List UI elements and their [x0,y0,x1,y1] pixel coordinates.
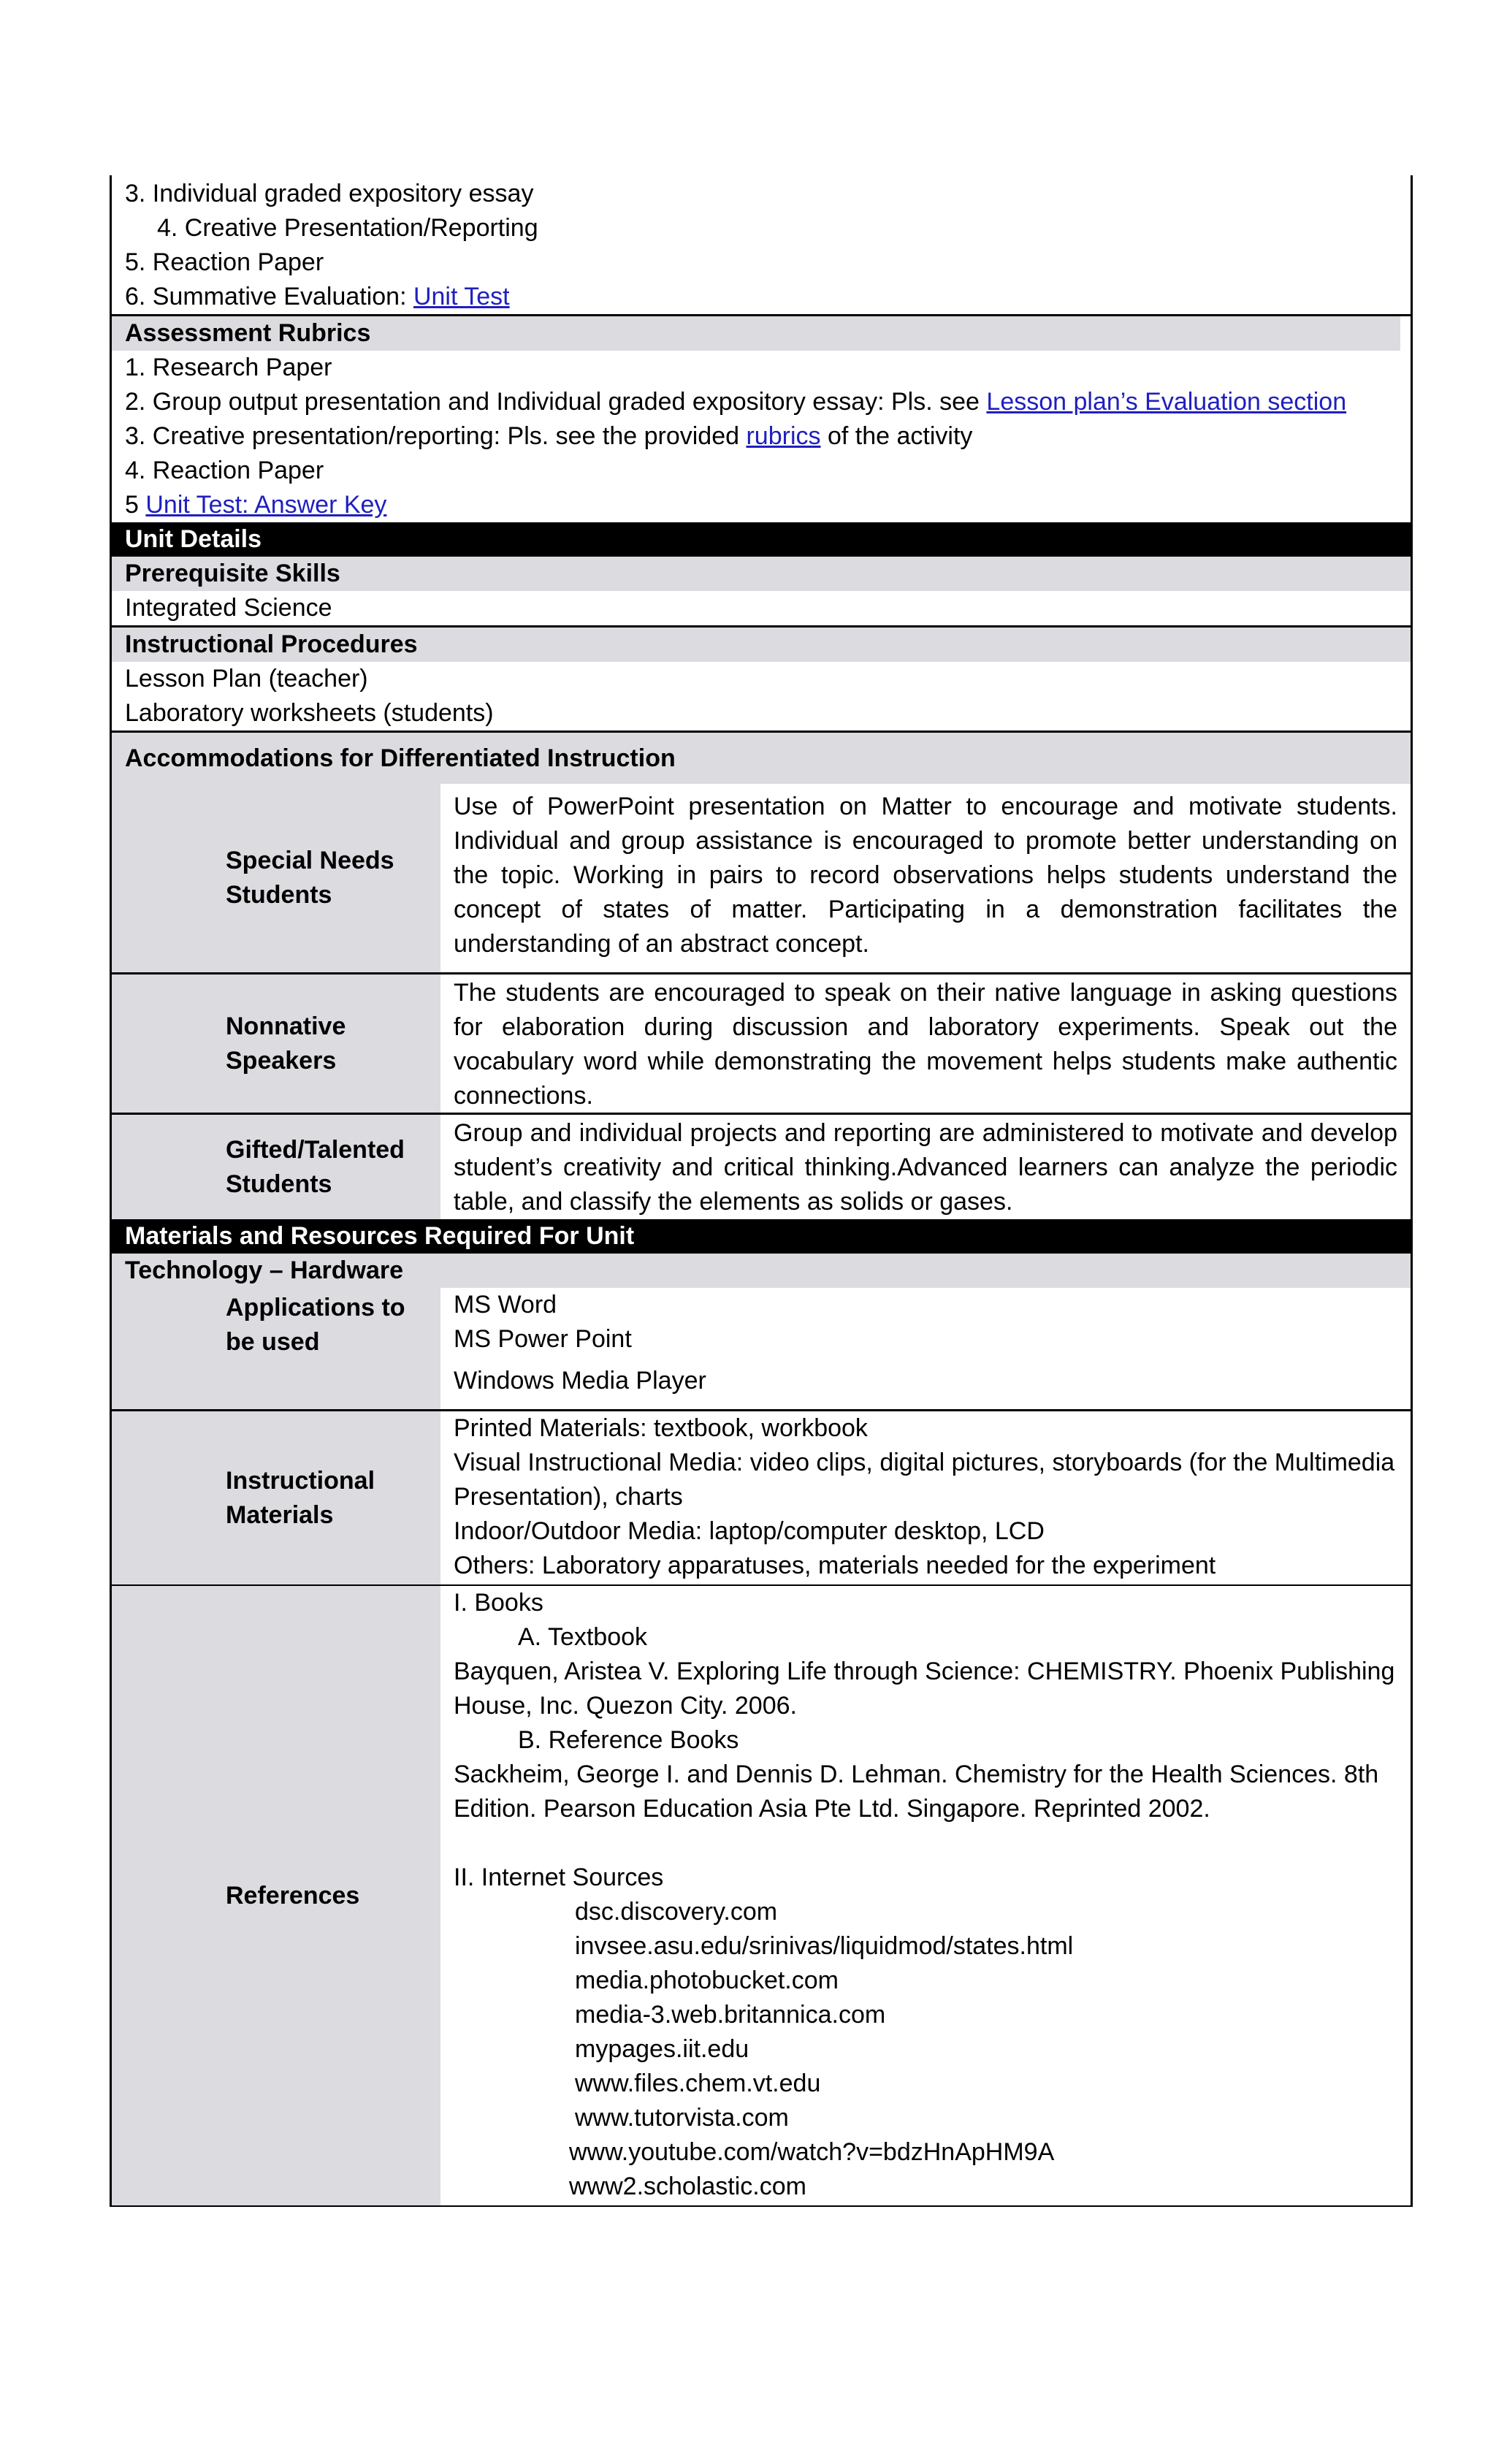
references-label: References [112,1586,440,2205]
procedure-item-1: Lesson Plan (teacher) [125,665,368,693]
prerequisite-skills-value: Integrated Science [125,594,332,622]
instructional-materials-row [110,1409,1413,1584]
applications-list [440,1288,1411,1409]
rubric-item-2-text: 2. Group output presentation and Individual graded expository essay: Pls. see [125,388,987,416]
rubrics-link[interactable]: rubrics [746,422,821,450]
instructional-material-item: Printed Materials: textbook, workbook [454,1414,868,1442]
gifted-talented-label: Gifted/Talented Students [112,1115,440,1219]
answer-key-link[interactable]: Unit Test: Answer Key [145,491,387,519]
gifted-talented-row [110,1113,1413,1219]
applications-label: Applications to be used [112,1288,440,1409]
instructional-material-item: Others: Laboratory apparatuses, materials needed for the experiment [454,1552,1216,1579]
nonnative-speakers-text: The students are encouraged to speak on their native language in asking questions for elaboration during discussion and laboratory experiments. Speak out the vocabulary word while demonstrating the movement helps students make authentic connections. [454,979,1397,1110]
accommodations-section [110,731,1413,784]
instructional-material-item: Visual Instructional Media: video clips, digital pictures, storyboards (for the Multimedia Presentation), charts [454,1449,1395,1511]
rubric-item-5 [112,488,1411,522]
references-books-heading: I. Books [454,1589,543,1617]
special-needs-label: Special Needs Students [112,784,440,972]
instructional-procedures-section [110,625,1413,731]
rubric-item-2 [112,385,1411,419]
summative-label: 6. Summative Evaluation: [125,283,413,310]
rubric-item-1: 1. Research Paper [125,354,332,381]
document-page [110,175,1413,2207]
reference-site: dsc.discovery.com [575,1898,778,1926]
reference-site: www.files.chem.vt.edu [575,2070,821,2097]
lesson-plan-evaluation-link[interactable]: Lesson plan’s Evaluation section [986,388,1347,416]
special-needs-row [110,784,1413,972]
instructional-materials-label: Instructional Materials [112,1411,440,1584]
references-internet-heading: II. Internet Sources [454,1864,664,1891]
prerequisite-skills-header: Prerequisite Skills [112,557,1411,591]
rubric-item-4: 4. Reaction Paper [125,457,324,484]
application-item: Windows Media Player [454,1367,706,1395]
references-row [110,1584,1413,2207]
assessment-item-5: 5. Reaction Paper [125,248,324,276]
rubric-item-3-suffix: of the activity [820,422,973,450]
references-textbook-heading: A. Textbook [518,1623,648,1651]
applications-row [110,1288,1413,1409]
assessment-item-6 [112,280,1411,314]
references-spacer [454,1826,1397,1861]
special-needs-text: Use of PowerPoint presentation on Matter to encourage and motivate students. Individual and group assistance is encouraged to promote better understanding on the topic. Working in pairs to record observations helps students understand the concept of states of matter. Participating in a demonstration facilitates the understanding of an abstract concept. [454,793,1397,958]
instructional-material-item: Indoor/Outdoor Media: laptop/computer desktop, LCD [454,1517,1045,1545]
rubric-item-5-text: 5 [125,491,146,519]
rubric-item-3 [112,419,1411,454]
assessment-rubrics-section [110,314,1413,522]
unit-test-link[interactable]: Unit Test [413,283,510,310]
assessment-rubrics-header: Assessment Rubrics [112,316,1400,351]
application-item: MS Word [454,1291,557,1319]
rubric-item-3-text: 3. Creative presentation/reporting: Pls. see the provided [125,422,747,450]
references-refbooks-heading: B. Reference Books [518,1726,739,1754]
technology-hardware-header: Technology – Hardware [112,1254,1411,1288]
assessment-item-3: 3. Individual graded expository essay [125,180,534,207]
instructional-procedures-header: Instructional Procedures [112,628,1411,662]
reference-site: invsee.asu.edu/srinivas/liquidmod/states.html [575,1932,1074,1960]
unit-details-header: Unit Details [112,522,1411,557]
nonnative-speakers-label: Nonnative Speakers [112,974,440,1113]
application-item: MS Power Point [454,1325,632,1353]
reference-site: media.photobucket.com [575,1967,839,1994]
instructional-materials-list [440,1411,1411,1584]
nonnative-speakers-row [110,972,1413,1113]
references-list [440,1586,1411,2205]
procedure-item-2: Laboratory worksheets (students) [125,699,494,727]
unit-details-section [110,522,1413,625]
reference-site: www2.scholastic.com [569,2173,806,2200]
gifted-talented-text: Group and individual projects and reporting are administered to motivate and develop student’s creativity and critical thinking.Advanced learners can analyze the periodic table, and classify the elements as solids or gases. [454,1119,1397,1216]
reference-site: www.youtube.com/watch?v=bdzHnApHM9A [569,2138,1055,2166]
materials-header: Materials and Resources Required For Unit [112,1219,1411,1254]
assessment-item-4: 4. Creative Presentation/Reporting [157,214,538,242]
references-refbooks-entry: Sackheim, George I. and Dennis D. Lehman. Chemistry for the Health Sciences. 8th Edition. Pearson Education Asia Pte Ltd. Singapore. Reprinted 2002. [454,1761,1379,1823]
assessment-list [110,175,1413,314]
reference-site: media-3.web.britannica.com [575,2001,886,2029]
accommodations-header: Accommodations for Differentiated Instruction [112,733,1411,784]
materials-section [110,1219,1413,1288]
reference-site: www.tutorvista.com [575,2104,789,2132]
references-textbook-entry: Bayquen, Aristea V. Exploring Life through Science: CHEMISTRY. Phoenix Publishing House, Inc. Quezon City. 2006. [454,1658,1395,1720]
reference-site: mypages.iit.edu [575,2035,749,2063]
